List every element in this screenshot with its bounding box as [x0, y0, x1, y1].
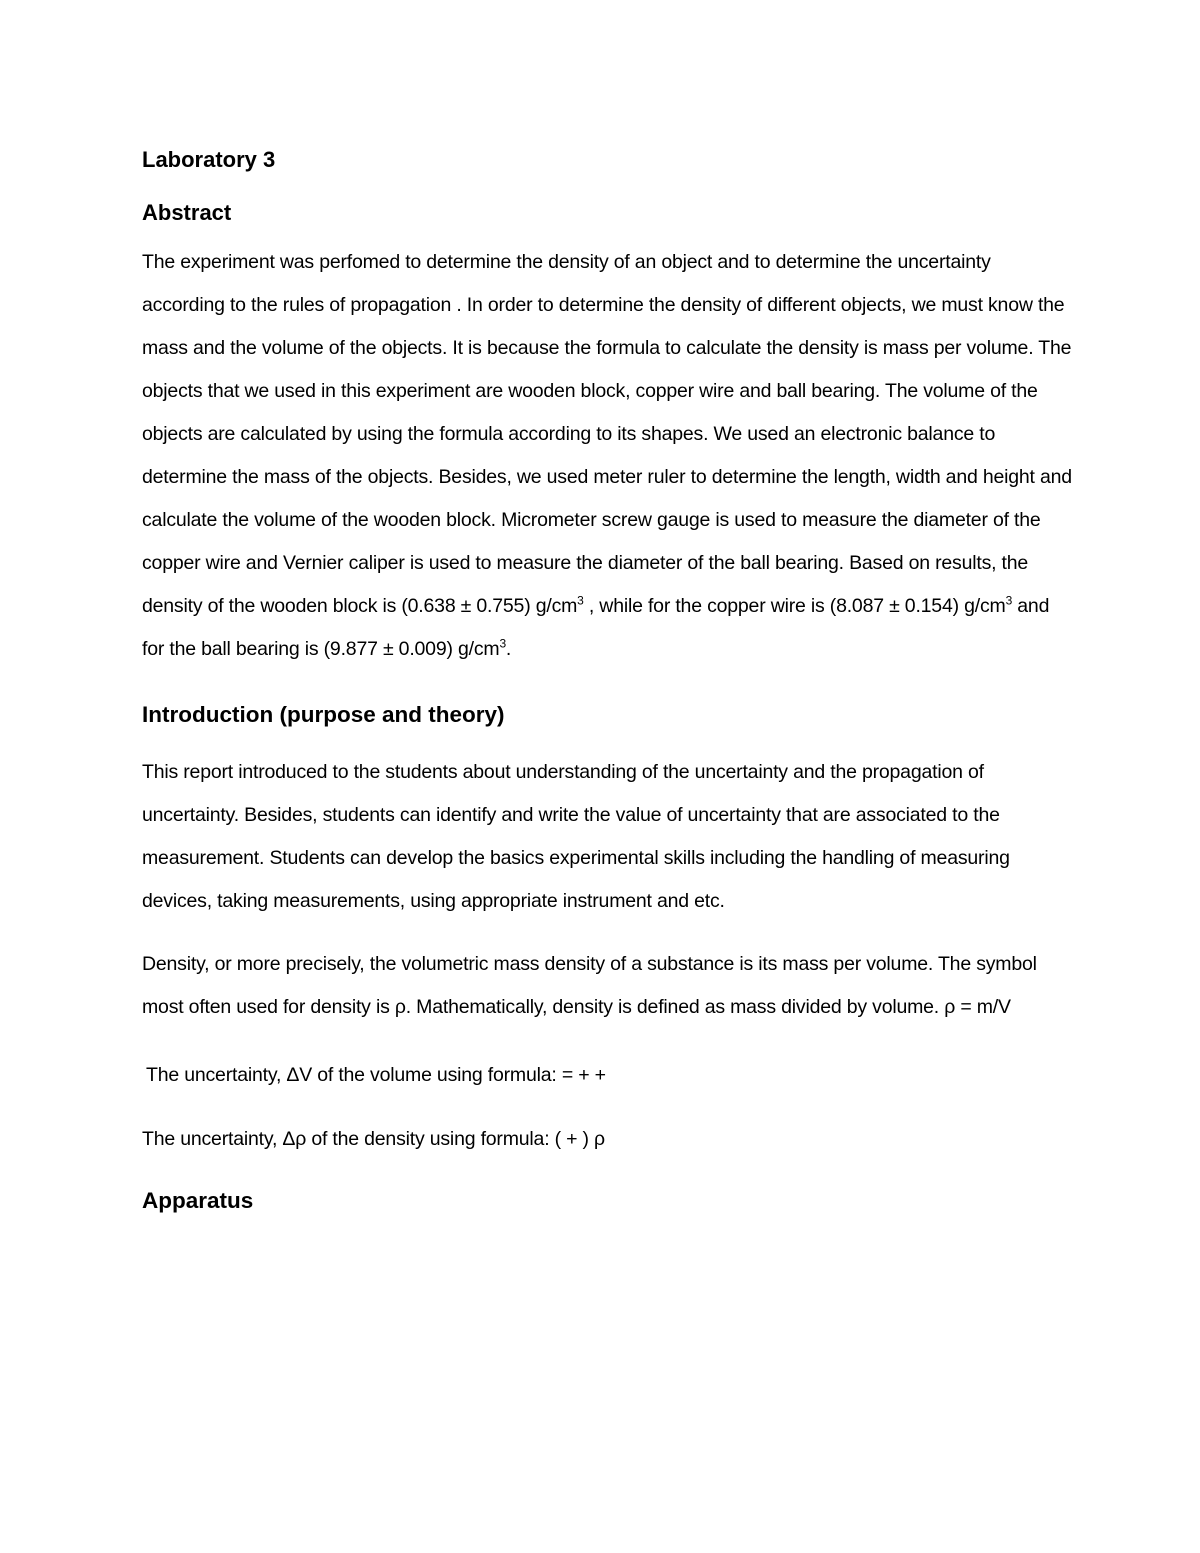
- abstract-text-part-3: and for the ball bearing is (9.877 ± 0.009) g/cm: [142, 595, 1050, 660]
- superscript-cube-3: 3: [499, 636, 506, 651]
- abstract-heading: Abstract: [142, 200, 232, 225]
- introduction-paragraph-density: Density, or more precisely, the volumetric mass density of a substance is its mass per volume. The symbol most often used for density is ρ. Mathematically, density is defined as mass divided by volume. ρ = m/V: [142, 953, 1037, 1018]
- superscript-cube-2: 3: [1005, 593, 1013, 608]
- introduction-heading: Introduction (purpose and theory): [142, 702, 505, 727]
- abstract-paragraph: [142, 227, 1072, 671]
- abstract-text-end: .: [505, 638, 512, 660]
- introduction-paragraph-purpose: This report introduced to the students about understanding of the uncertainty and the propagation of uncertainty. Besides, students can identify and write the value of uncertainty that are associated to the measurement. Students can develop the basics experimental skills including the handling of measuring devices, taking measurements, using appropriate instrument and etc.: [142, 761, 1010, 912]
- volume-uncertainty-formula: The uncertainty, ΔV of the volume using formula: = + +: [146, 1064, 606, 1086]
- superscript-cube-1: 3: [577, 593, 584, 608]
- lab-title: Laboratory 3: [142, 147, 276, 172]
- document-content: [142, 138, 1072, 1215]
- abstract-text-part-1: The experiment was perfomed to determine the density of an object and to determine the uncertainty according to the rules of propagation . In order to determine the density of different objects, we must know the mass and the volume of the objects. It is because the formula to calculate the density is mass per volume. The objects that we used in this experiment are wooden block, copper wire and ball bearing. The volume of the objects are calculated by using the formula according to its shapes. We used an electronic balance to determine the mass of the objects. Besides, we used meter ruler to determine the length, width and height and calculate the volume of the wooden block. Micrometer screw gauge is used to measure the diameter of the copper wire and Vernier caliper is used to measure the diameter of the ball bearing. Based on results, the density of the wooden block is (0.638 ± 0.755) g/cm: [142, 251, 1072, 617]
- apparatus-heading: Apparatus: [142, 1188, 254, 1213]
- density-uncertainty-formula: The uncertainty, Δρ of the density using formula: ( + ) ρ: [142, 1128, 605, 1150]
- abstract-text-part-2: , while for the copper wire is (8.087 ± 0.154) g/cm: [583, 595, 1006, 617]
